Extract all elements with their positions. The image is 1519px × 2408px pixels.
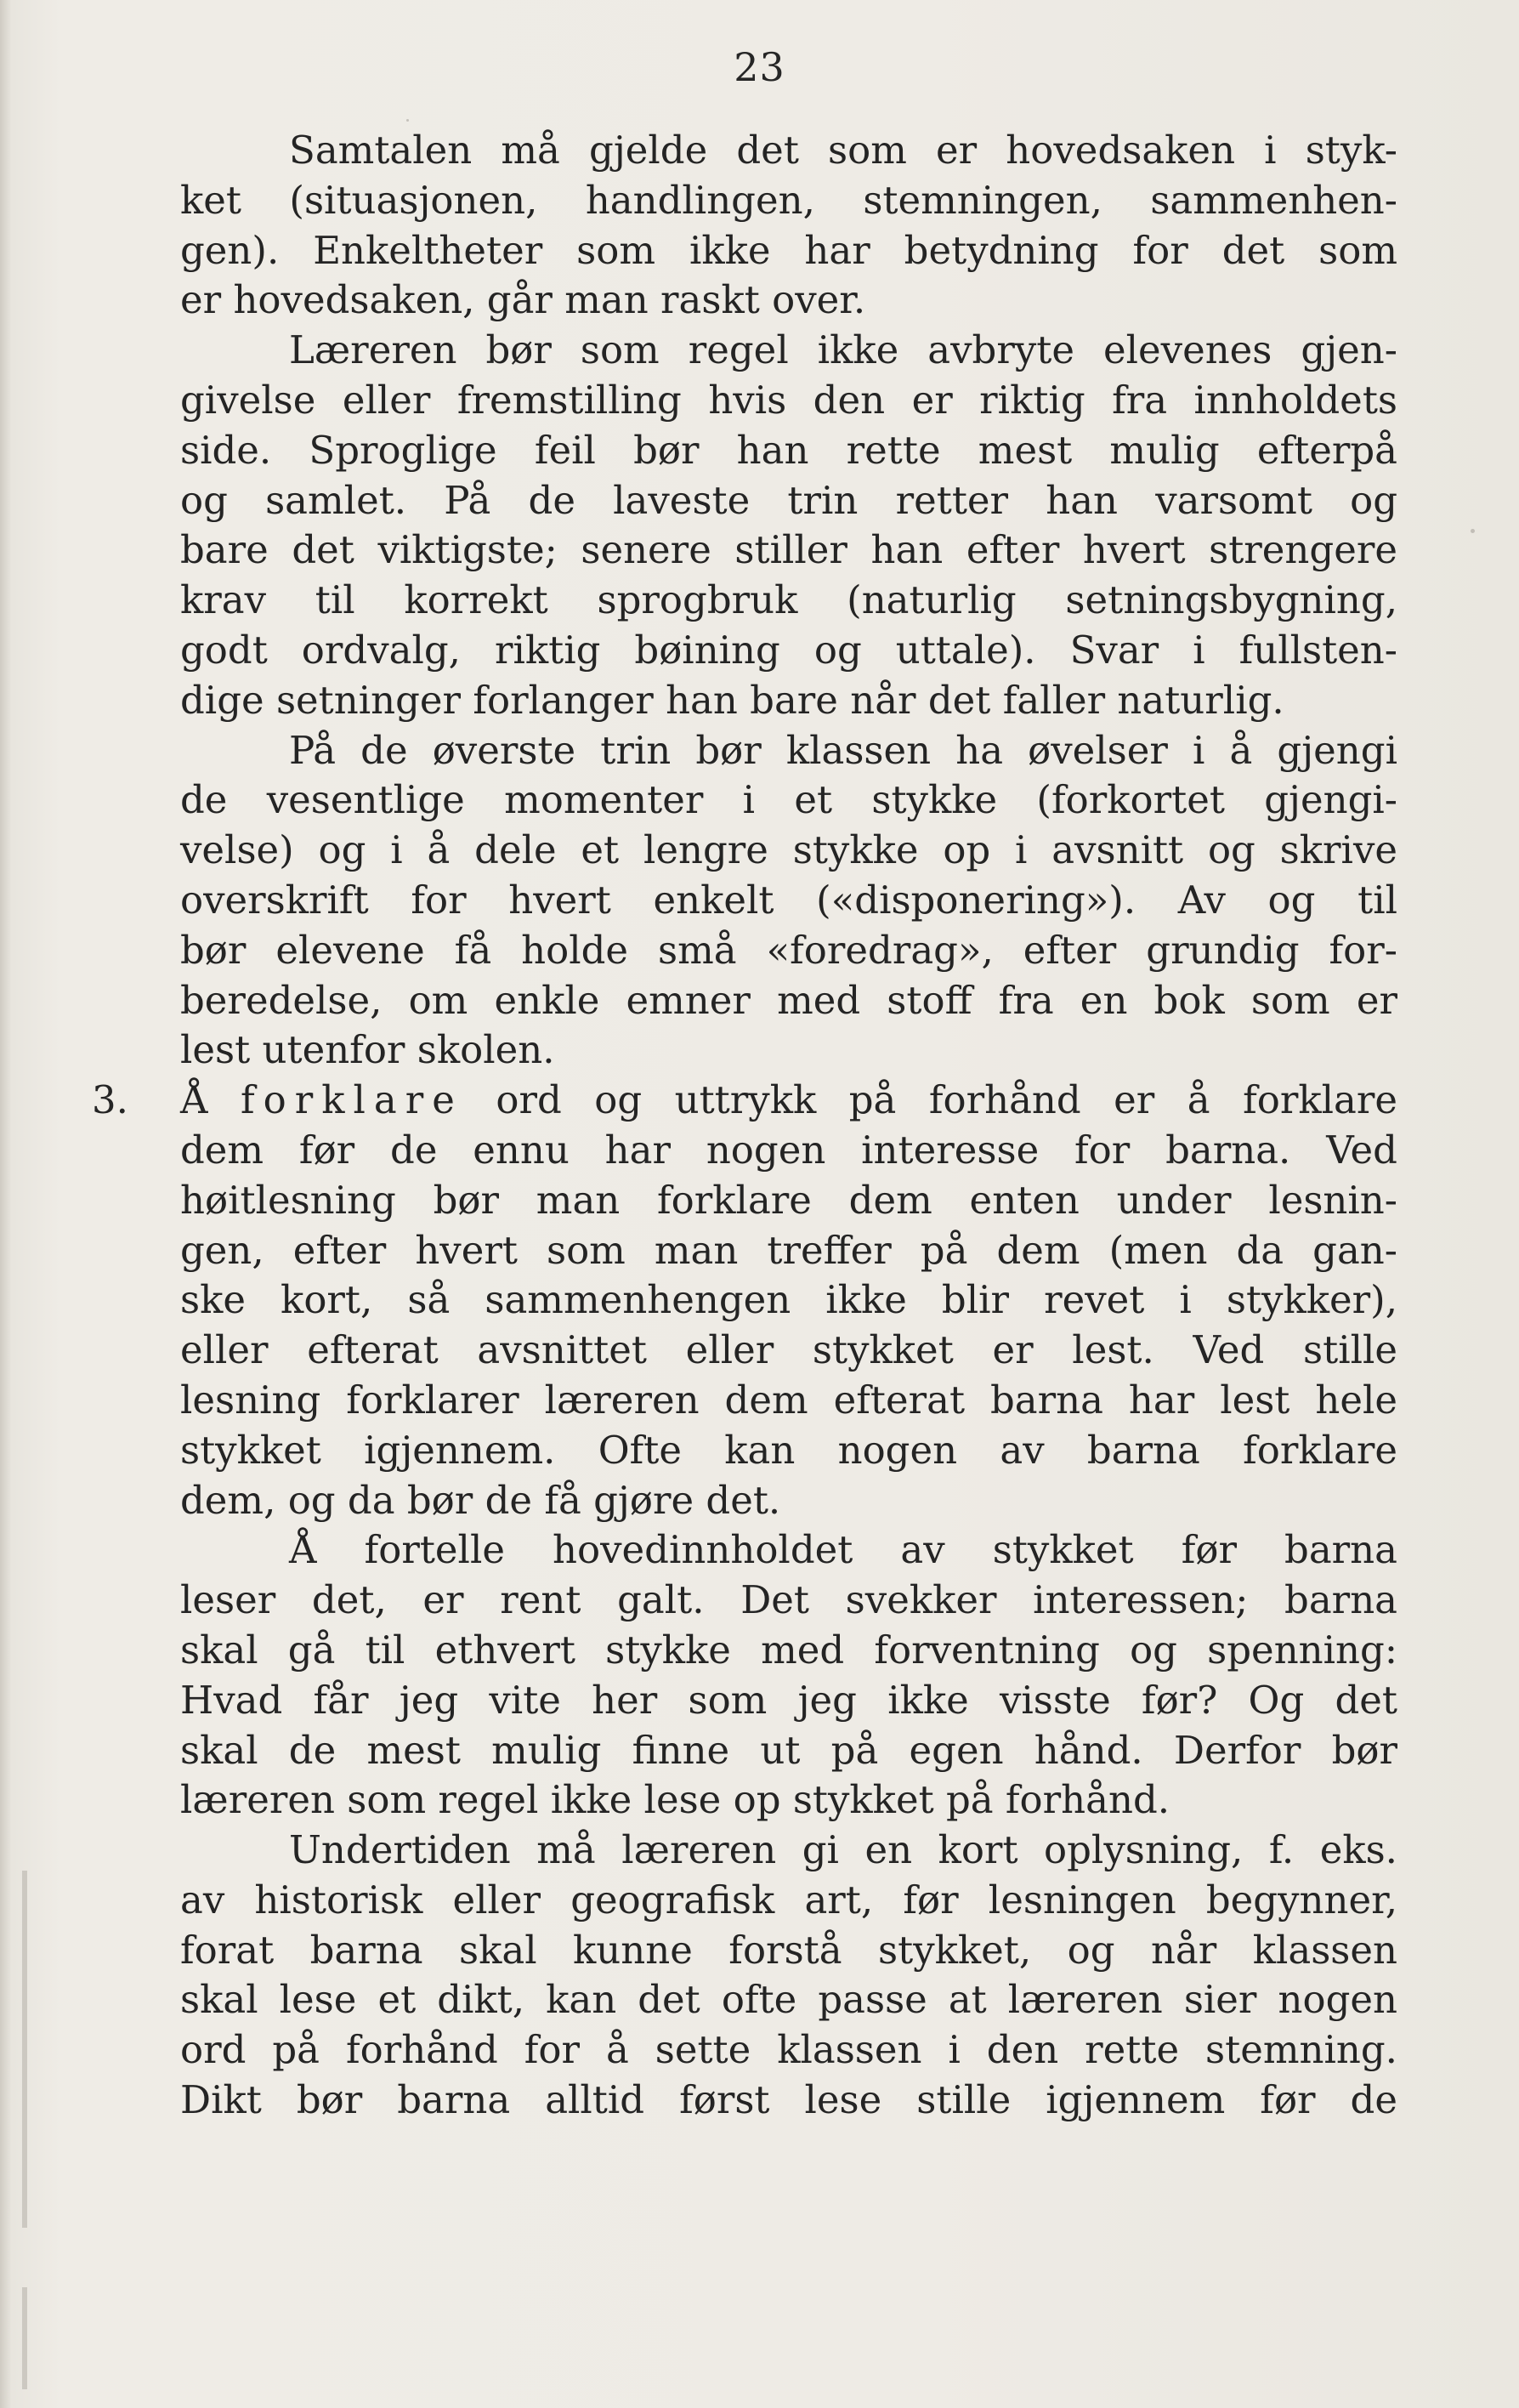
text-line: givelse eller fremstilling hvis den er riktig fra innholdets — [180, 377, 1397, 423]
text-line: side. Sproglige feil bør han rette mest mulig efterpå — [180, 427, 1397, 473]
text-line: Læreren bør som regel ikke avbryte elevenes gjen- — [289, 327, 1397, 373]
text-line: lest utenfor skolen. — [180, 1027, 555, 1073]
text-line: bør elevene få holde små «foredrag», efter grundig for- — [180, 927, 1397, 973]
text-line: velse) og i å dele et lengre stykke op i avsnitt og skrive — [180, 827, 1397, 873]
text-line: leser det, er rent galt. Det svekker interessen; barna — [180, 1577, 1397, 1623]
list-item-line — [92, 1076, 1397, 1126]
text-line: lesning forklarer læreren dem efterat barna har lest hele — [180, 1377, 1397, 1423]
binding-shadow-mark — [22, 1871, 27, 2228]
text-line: Å forklare ord og uttrykk på forhånd er å forklare — [180, 1077, 1397, 1123]
text-line: Dikt bør barna alltid først lese stille igjennem før de — [180, 2077, 1397, 2123]
text-line: Undertiden må læreren gi en kort oplysning, f. eks. — [289, 1827, 1397, 1873]
text-line: og samlet. På de laveste trin retter han varsomt og — [180, 477, 1397, 523]
text-line: eller efterat avsnittet eller stykket er lest. Ved stille — [180, 1327, 1397, 1373]
spaced-emphasis: forklare — [240, 1077, 463, 1123]
text-line: overskrift for hvert enkelt («disponering»). Av og til — [180, 877, 1397, 923]
binding-shadow-mark — [22, 2287, 27, 2389]
page-number: 23 — [734, 44, 785, 90]
text-line: er hovedsaken, går man raskt over. — [180, 277, 866, 323]
scan-speck — [406, 119, 409, 122]
body-text — [92, 126, 1397, 2126]
text-line: dem før de ennu har nogen interesse for barna. Ved — [180, 1127, 1397, 1173]
text-line: dem, og da bør de få gjøre det. — [180, 1477, 781, 1523]
text-line: skal lese et dikt, kan det ofte passe at læreren sier nogen — [180, 1977, 1397, 2023]
text-line: forat barna skal kunne forstå stykket, og når klassen — [180, 1927, 1397, 1973]
text-line: bare det viktigste; senere stiller han efter hvert strengere — [180, 527, 1397, 573]
text-line: gen). Enkeltheter som ikke har betydning for det som — [180, 227, 1397, 273]
text-line: dige setninger forlanger han bare når det faller naturlig. — [180, 677, 1284, 723]
text-line: beredelse, om enkle emner med stoff fra en bok som er — [180, 977, 1397, 1023]
text-line: ske kort, så sammenhengen ikke blir revet i stykker), — [180, 1277, 1397, 1323]
text-line: ord på forhånd for å sette klassen i den rette stemning. — [180, 2027, 1397, 2073]
text-line: ket (situasjonen, handlingen, stemningen, sammenhen- — [180, 177, 1397, 223]
list-number: 3. — [92, 1077, 128, 1123]
text-line: av historisk eller geografisk art, før lesningen begynner, — [180, 1877, 1397, 1922]
text-line: stykket igjennem. Ofte kan nogen av barna forklare — [180, 1427, 1397, 1473]
text-line: På de øverste trin bør klassen ha øvelser i å gjengi — [289, 727, 1397, 773]
text-line: gen, efter hvert som man treffer på dem (men da gan- — [180, 1227, 1397, 1273]
text-line: skal gå til ethvert stykke med forventning og spenning: — [180, 1627, 1397, 1673]
text-line: godt ordvalg, riktig bøining og uttale). Svar i fullsten- — [180, 627, 1397, 673]
text-line: Samtalen må gjelde det som er hovedsaken i styk- — [289, 128, 1397, 173]
text-line: krav til korrekt sprogbruk (naturlig setningsbygning, — [180, 577, 1397, 623]
scan-speck — [1471, 529, 1475, 533]
text-line: Hvad får jeg vite her som jeg ikke visste før? Og det — [180, 1677, 1397, 1723]
text-line: Å fortelle hovedinnholdet av stykket før barna — [289, 1527, 1397, 1573]
text-line: læreren som regel ikke lese op stykket på forhånd. — [180, 1777, 1170, 1823]
text-line: høitlesning bør man forklare dem enten under lesnin- — [180, 1177, 1397, 1223]
text-line: skal de mest mulig finne ut på egen hånd. Derfor bør — [180, 1727, 1397, 1773]
text-line: de vesentlige momenter i et stykke (forkortet gjengi- — [180, 777, 1397, 823]
binding-edge — [0, 0, 12, 2408]
